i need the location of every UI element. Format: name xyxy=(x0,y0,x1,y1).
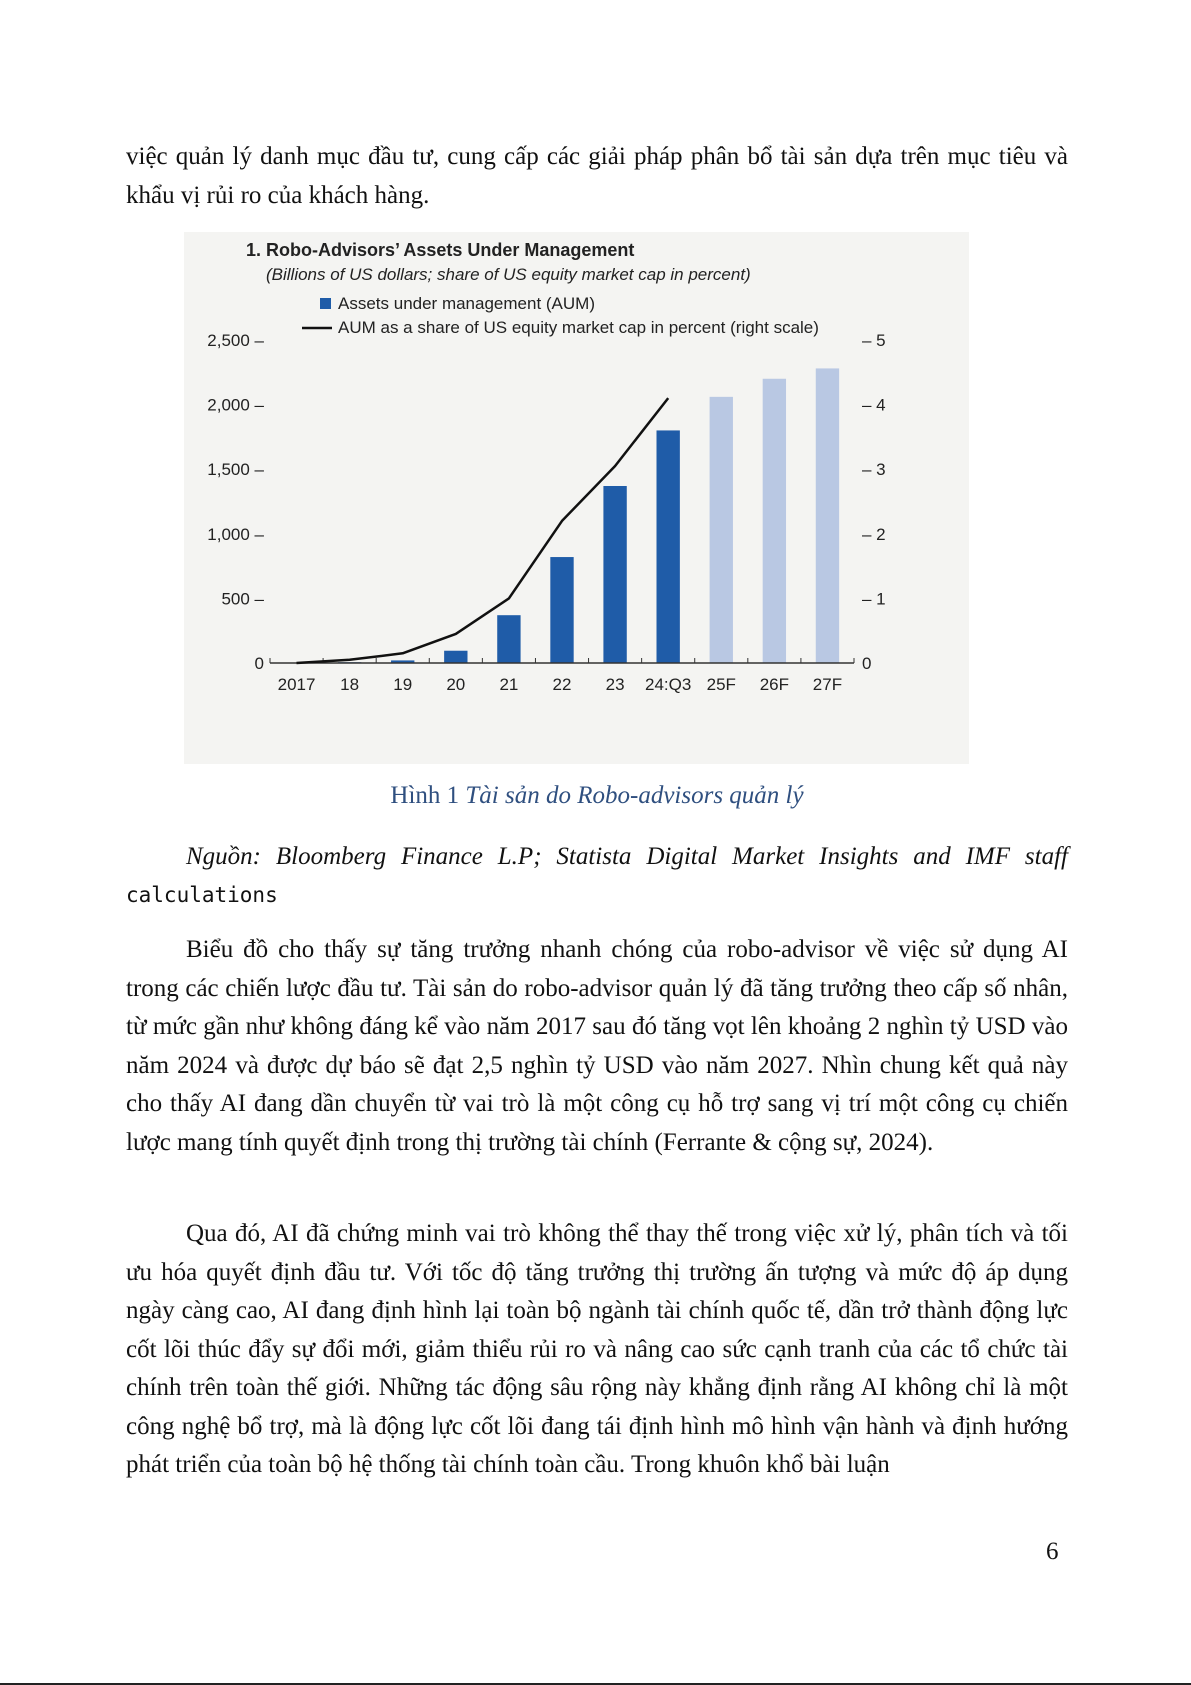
y-tick-label-right: – 5 xyxy=(862,331,886,350)
y-tick-label-left: 0 xyxy=(254,654,264,673)
x-tick-label: 20 xyxy=(446,675,466,694)
y-tick-label-right: – 4 xyxy=(862,395,886,415)
source-text: Nguồn: Bloomberg Finance L.P; Statista Digital Market Insights and IMF staff xyxy=(186,843,1068,870)
y-tick-label-right: – 2 xyxy=(862,524,886,544)
x-tick-label: 27F xyxy=(812,675,843,694)
legend-line-label: AUM as a share of US equity market cap in percent (right scale) xyxy=(338,318,819,337)
y-tick-label-left: 2,000 – xyxy=(207,395,264,415)
chart-svg xyxy=(184,232,969,764)
x-tick-label: 19 xyxy=(393,675,413,694)
x-tick-label: 21 xyxy=(499,675,519,694)
bar-24q3 xyxy=(657,430,680,663)
caption-text: Tài sản do Robo-advisors quản lý xyxy=(465,782,804,809)
plot-area xyxy=(207,331,885,694)
y-tick-label-right: – 3 xyxy=(862,460,886,480)
x-tick-label: 23 xyxy=(605,675,625,694)
body-paragraph-2: Qua đó, AI đã chứng minh vai trò không thể thay thế trong việc xử lý, phân tích và tối ưu hóa quyết định đầu tư. Với tốc độ tăng trưởng thị trường ấn tượng và mức độ áp dụng ngày càng cao, AI đang định hình lại toàn bộ ngành tài chính quốc tế, dần trở thành động lực cốt lõi thúc đẩy sự đổi mới, giảm thiểu rủi ro và nâng cao sức cạnh tranh của các tổ chức tài chính trên toàn thế giới. Những tác động sâu rộng này khẳng định rằng AI không chỉ là một công nghệ bổ trợ, mà là động lực cốt lõi đang tái định hình mô hình vận hành và định hướng phát triển của toàn bộ hệ thống tài chính toàn cầu. Trong khuôn khổ bài luận xyxy=(126,1220,1068,1478)
intro-paragraph: việc quản lý danh mục đầu tư, cung cấp các giải pháp phân bổ tài sản dựa trên mục tiêu và khẩu vị rủi ro của khách hàng. xyxy=(126,143,1068,209)
source-tail: calculations xyxy=(126,883,278,907)
aum-chart xyxy=(184,232,969,764)
bar-21 xyxy=(497,615,520,663)
bar-20 xyxy=(444,651,467,663)
x-tick-label: 18 xyxy=(340,675,360,694)
x-tick-label: 22 xyxy=(552,675,572,694)
y-tick-label-left: 1,000 – xyxy=(207,524,264,544)
bar-22 xyxy=(550,557,573,663)
y-tick-label-left: 2,500 – xyxy=(207,331,264,350)
legend-bar-swatch xyxy=(320,298,331,309)
y-tick-label-left: 500 – xyxy=(221,589,264,609)
y-tick-label-right: – 1 xyxy=(862,589,886,609)
y-tick-label-right: 0 xyxy=(862,654,872,673)
figure-caption xyxy=(126,782,1068,810)
bar-25f xyxy=(710,397,733,663)
source-note xyxy=(126,838,1068,914)
x-tick-label: 26F xyxy=(759,675,790,694)
page-number: 6 xyxy=(1046,1538,1059,1565)
chart-subtitle: (Billions of US dollars; share of US equity market cap in percent) xyxy=(266,265,751,284)
bar-27f xyxy=(816,368,839,663)
x-tick-label: 24:Q3 xyxy=(645,675,692,694)
chart-title: 1. Robo-Advisors’ Assets Under Management xyxy=(246,240,635,260)
x-tick-label: 2017 xyxy=(277,675,316,694)
body-paragraph-1: Biểu đồ cho thấy sự tăng trưởng nhanh chóng của robo-advisor về việc sử dụng AI trong các chiến lược đầu tư. Tài sản do robo-advisor quản lý đã tăng trưởng theo cấp số nhân, từ mức gần như không đáng kể vào năm 2017 sau đó tăng vọt lên khoảng 2 nghìn tỷ USD vào năm 2024 và được dự báo sẽ đạt 2,5 nghìn tỷ USD vào năm 2027. Nhìn chung kết quả này cho thấy AI đang dần chuyển từ vai trò là một công cụ hỗ trợ sang vị trí một công cụ chiến lược mang tính quyết định trong thị trường tài chính (Ferrante & cộng sự, 2024). xyxy=(126,936,1068,1156)
caption-prefix: Hình 1 xyxy=(390,782,460,809)
y-tick-label-left: 1,500 – xyxy=(207,460,264,480)
bar-26f xyxy=(763,379,786,663)
bar-23 xyxy=(603,486,626,663)
x-tick-label: 25F xyxy=(706,675,736,694)
legend-bar-label: Assets under management (AUM) xyxy=(338,294,595,313)
